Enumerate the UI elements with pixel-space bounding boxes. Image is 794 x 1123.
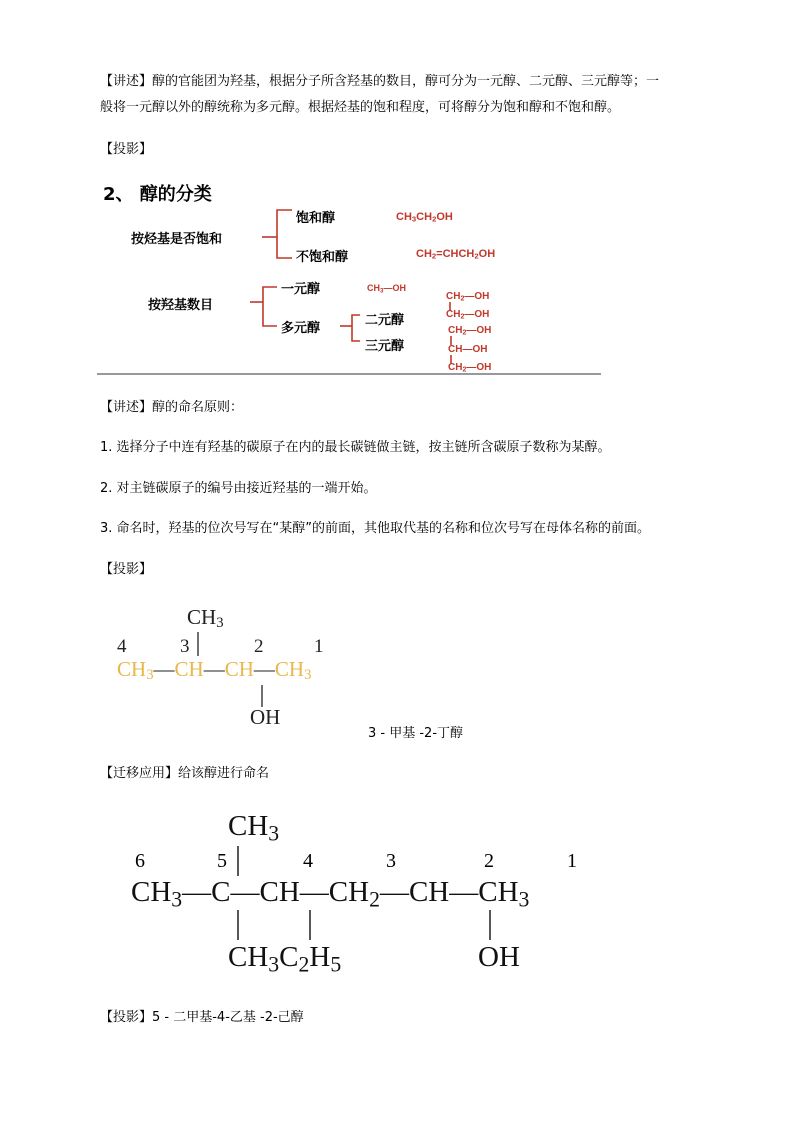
example1-number-4: 4: [117, 636, 127, 657]
example1-main-chain: $CH_3—CH—CH—CH_3$: [117, 657, 312, 683]
practice-number-4: 4: [303, 850, 313, 872]
practice-methyl-branch: CH3: [228, 810, 280, 846]
by-saturation-label: 按烃基是否饱和: [131, 232, 223, 247]
mono-alcohol-label: 一元醇: [281, 282, 321, 297]
unsaturated-alcohol-label: 不饱和醇: [296, 250, 349, 265]
practice-number-2: 2: [484, 850, 494, 872]
classification-heading: 2、 醇的分类: [103, 184, 212, 205]
triol-top: $CH_2—OH$: [448, 325, 492, 337]
practice-number-6: 6: [135, 850, 145, 872]
by-count-label: 按羟基数目: [148, 298, 214, 313]
saturated-example: $CH_3CH_2OH$: [396, 211, 453, 224]
saturated-alcohol-label: 饱和醇: [296, 211, 336, 226]
example1-number-3: 3: [180, 636, 190, 657]
unsaturated-example: $CH_2=CHCH_2OH$: [416, 248, 496, 261]
practice-hydroxyl: OH: [478, 941, 520, 973]
naming-rule-3: 3. 命名时，羟基的位次号写在“某醇”的前面，其他取代基的名称和位次号写在母体名称的前面。: [100, 521, 651, 536]
intro-paragraph-line2: 般将一元醇以外的醇统称为多元醇。根据烃基的饱和程度，可将醇分为饱和醇和不饱和醇。: [100, 100, 621, 115]
di-alcohol-label: 二元醇: [365, 313, 405, 328]
triol-bottom: $CH_2—OH$: [448, 362, 492, 374]
practice-number-1: 1: [567, 850, 577, 872]
example1-name: 3 - 甲基 -2-丁醇: [368, 726, 464, 741]
naming-rule-1: 1. 选择分子中连有羟基的碳原子在内的最长碳链做主链，按主链所含碳原子数称为某醇。: [100, 440, 611, 455]
practice-main-chain: CH3—C—CH—CH2—CH—CH3: [131, 876, 530, 912]
triol-mid: CH—OH: [448, 344, 488, 355]
practice-substituents: CH3C2H5: [228, 941, 342, 977]
naming-rule-2: 2. 对主链碳原子的编号由接近羟基的一端开始。: [100, 481, 377, 496]
intro-paragraph-line1: 【讲述】醇的官能团为羟基，根据分子所含羟基的数目，醇可分为一元醇、二元醇、三元醇等；一: [100, 74, 660, 89]
projection-label-2: 【投影】: [100, 562, 153, 577]
example1-number-2: 2: [254, 636, 264, 657]
naming-intro: 【讲述】醇的命名原则：: [100, 400, 244, 415]
practice-number-5: 5: [217, 850, 227, 872]
projection-label-1: 【投影】: [100, 142, 153, 157]
tri-alcohol-label: 三元醇: [365, 339, 405, 354]
answer-line: 【投影】5 - 二甲基-4-乙基 -2-己醇: [100, 1010, 304, 1025]
practice-prompt: 【迁移应用】给该醇进行命名: [100, 766, 270, 781]
example1-number-1: 1: [314, 636, 324, 657]
poly-alcohol-label: 多元醇: [281, 321, 321, 336]
diol-top: $CH_2—OH$: [446, 291, 490, 303]
practice-number-3: 3: [386, 850, 396, 872]
example1-hydroxyl: OH: [250, 705, 281, 729]
diol-bottom: $CH_2—OH$: [446, 309, 490, 321]
example1-methyl-branch: $CH_3$: [187, 605, 224, 631]
mono-example: $CH_3—OH$: [367, 283, 407, 295]
